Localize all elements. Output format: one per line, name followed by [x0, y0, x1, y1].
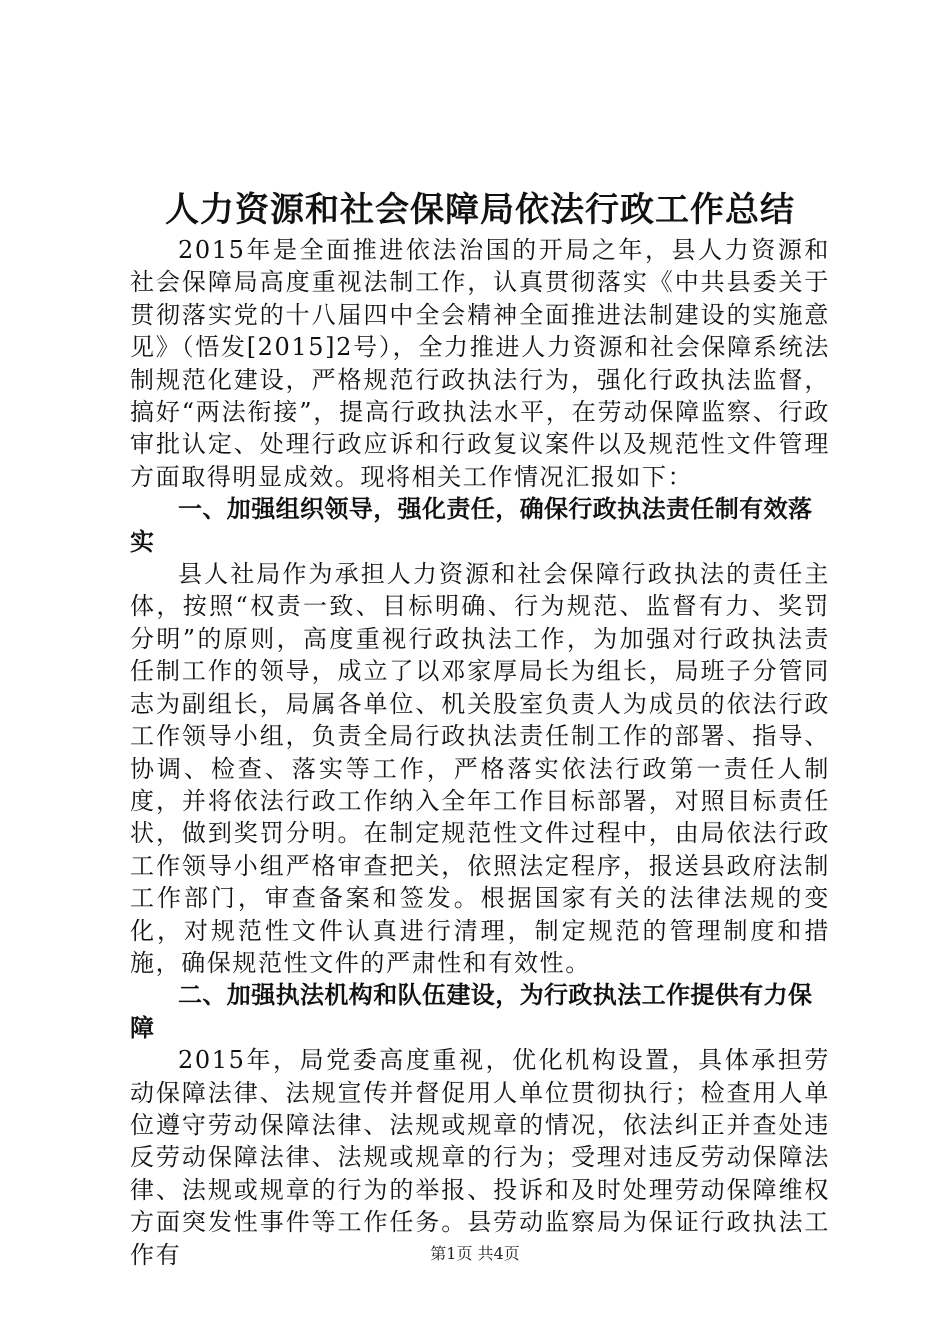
page-footer: 第1页 共4页 — [430, 1244, 520, 1263]
section-2-heading: 二、加强执法机构和队伍建设，为行政执法工作提供有力保障 — [130, 981, 813, 1042]
document-page — [130, 188, 830, 1271]
intro-paragraph: 2015年是全面推进依法治国的开局之年，县人力资源和社会保障局高度重视法制工作，认真贯彻落实《中共县委关于贯彻落实党的十八届四中全会精神全面推进法制建设的实施意见》（悟发[2015]2号），全力推进人力资源和社会保障系统法制规范化建设，严格规范行政执法行为，强化行政执法监督，搞好“两法衔接”，提高行政执法水平，在劳动保障监察、行政审批认定、处理行政应诉和行政复议案件以及规范性文件管理方面取得明显成效。现将相关工作情况汇报如下： — [130, 236, 830, 491]
section-1-paragraph: 县人社局作为承担人力资源和社会保障行政执法的责任主体，按照“权责一致、目标明确、行为规范、监督有力、奖罚分明”的原则，高度重视行政执法工作，为加强对行政执法责任制工作的领导，成立了以邓家厚局长为组长，局班子分管同志为副组长，局属各单位、机关股室负责人为成员的依法行政工作领导小组，负责全局行政执法责任制工作的部署、指导、协调、检查、落实等工作，严格落实依法行政第一责任人制度，并将依法行政工作纳入全年工作目标部署，对照目标责任状，做到奖罚分明。在制定规范性文件过程中，由局依法行政工作领导小组严格审查把关，依照法定程序，报送县政府法制工作部门，审查备案和签发。根据国家有关的法律法规的变化，对规范性文件认真进行清理，制定规范的管理制度和措施，确保规范性文件的严肃性和有效性。 — [130, 560, 830, 977]
document-title: 人力资源和社会保障局依法行政工作总结 — [165, 190, 795, 230]
section-2-paragraph: 2015年，局党委高度重视，优化机构设置，具体承担劳动保障法律、法规宣传并督促用人单位贯彻执行；检查用人单位遵守劳动保障法律、法规或规章的情况，依法纠正并查处违反劳动保障法律、法规或规章的行为；受理对违反劳动保障法律、法规或规章的行为的举报、投诉和及时处理劳动保障维权方面突发性事件等工作任务。县劳动监察局为保证行政执法工作有 — [130, 1046, 830, 1269]
section-1-heading: 一、加强组织领导，强化责任，确保行政执法责任制有效落实 — [130, 495, 813, 556]
